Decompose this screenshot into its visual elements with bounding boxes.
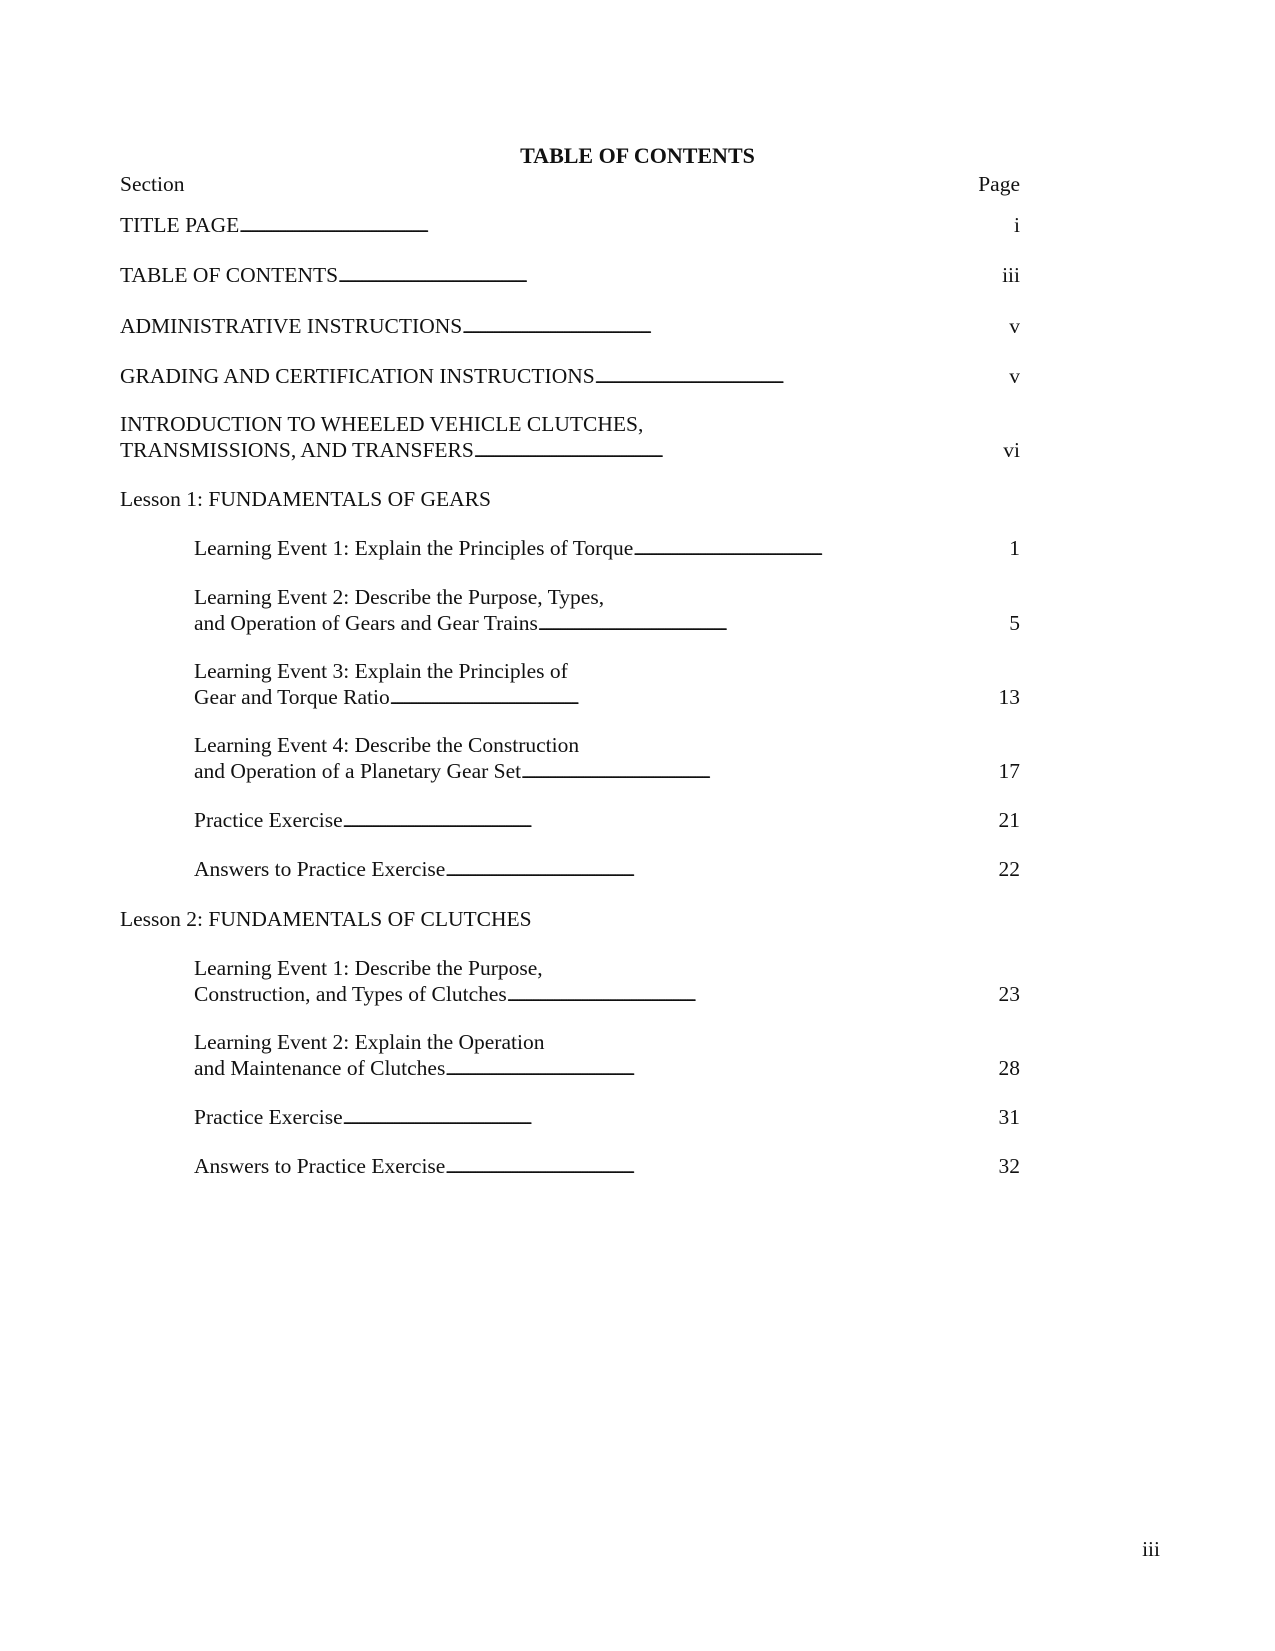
leader-dots xyxy=(462,313,932,342)
toc-entry-label: Answers to Practice Exercise xyxy=(194,1154,446,1178)
lesson-1-heading: Lesson 1: FUNDAMENTALS OF GEARS xyxy=(120,487,491,511)
toc-entry-grading-certification[interactable] xyxy=(120,363,1020,392)
toc-entry-page: 22 xyxy=(998,857,1020,881)
toc-entry-page: 31 xyxy=(998,1105,1020,1129)
toc-entry-first-line: Learning Event 2: Describe the Purpose, Types, xyxy=(194,585,605,609)
leader-dots xyxy=(445,856,932,885)
toc-entry-label: Practice Exercise xyxy=(194,808,343,832)
toc-entry-page: 28 xyxy=(998,1056,1020,1080)
toc-entry-label: TRANSMISSIONS, AND TRANSFERS xyxy=(120,438,474,462)
toc-entry-first-line: Learning Event 1: Describe the Purpose, xyxy=(194,956,543,980)
toc-entry-page: i xyxy=(1014,213,1020,237)
toc-entry-page: v xyxy=(1009,314,1020,338)
toc-entry-first-line: Learning Event 4: Describe the Construction xyxy=(194,733,580,757)
toc-entry-label: and Maintenance of Clutches xyxy=(194,1056,446,1080)
section-column-header: Section xyxy=(120,172,185,196)
lesson-2-answers[interactable] xyxy=(194,1153,1020,1182)
toc-entry-title-page[interactable] xyxy=(120,212,1020,241)
toc-entry-label: Learning Event 1: Explain the Principles of Torque xyxy=(194,536,634,560)
lesson-2-learning-event-2[interactable] xyxy=(194,1029,1020,1084)
toc-entry-label: Practice Exercise xyxy=(194,1105,343,1129)
lesson-1-learning-event-2[interactable] xyxy=(194,584,1020,639)
toc-entry-label: and Operation of a Planetary Gear Set xyxy=(194,759,522,783)
leader-dots xyxy=(521,758,932,787)
lesson-2-practice-exercise[interactable] xyxy=(194,1104,1020,1133)
toc-entry-table-of-contents[interactable] xyxy=(120,262,1020,291)
toc-entry-page: v xyxy=(1009,364,1020,388)
leader-dots xyxy=(633,535,932,564)
toc-entry-page: 13 xyxy=(998,685,1020,709)
leader-dots xyxy=(338,262,932,291)
toc-entry-first-line: Learning Event 2: Explain the Operation xyxy=(194,1030,545,1054)
toc-entry-page: vi xyxy=(1003,438,1020,462)
lesson-1-learning-event-1[interactable] xyxy=(194,535,1020,564)
page-column-header: Page xyxy=(978,172,1020,196)
leader-dots xyxy=(239,212,932,241)
toc-entry-page: iii xyxy=(1002,263,1020,287)
toc-entry-label: Gear and Torque Ratio xyxy=(194,685,390,709)
toc-entry-label: ADMINISTRATIVE INSTRUCTIONS xyxy=(120,314,463,338)
toc-entry-page: 32 xyxy=(998,1154,1020,1178)
toc-entry-page: 23 xyxy=(998,982,1020,1006)
toc-entry-label: TITLE PAGE xyxy=(120,213,240,237)
toc-entry-label: Answers to Practice Exercise xyxy=(194,857,446,881)
toc-entry-label: TABLE OF CONTENTS xyxy=(120,263,339,287)
toc-entry-page: 17 xyxy=(998,759,1020,783)
toc-entry-page: 5 xyxy=(1009,611,1020,635)
leader-dots xyxy=(507,981,932,1010)
toc-entry-label: Construction, and Types of Clutches xyxy=(194,982,507,1006)
toc-entry-first-line: Learning Event 3: Explain the Principles of xyxy=(194,659,568,683)
lesson-1-learning-event-3[interactable] xyxy=(194,658,1020,713)
toc-entry-first-line: INTRODUCTION TO WHEELED VEHICLE CLUTCHES, xyxy=(120,412,644,436)
lesson-1-learning-event-4[interactable] xyxy=(194,732,1020,787)
leader-dots xyxy=(538,610,932,639)
toc-entry-page: 1 xyxy=(1009,536,1020,560)
lesson-2-learning-event-1[interactable] xyxy=(194,955,1020,1010)
leader-dots xyxy=(595,363,932,392)
leader-dots xyxy=(474,437,932,466)
page-number: iii xyxy=(1142,1537,1160,1561)
leader-dots xyxy=(343,1104,932,1133)
lesson-1-practice-exercise[interactable] xyxy=(194,807,1020,836)
toc-title: TABLE OF CONTENTS xyxy=(520,143,755,168)
leader-dots xyxy=(445,1055,932,1084)
toc-entry-administrative-instructions[interactable] xyxy=(120,313,1020,342)
toc-entry-label: and Operation of Gears and Gear Trains xyxy=(194,611,538,635)
lesson-1-answers[interactable] xyxy=(194,856,1020,885)
lesson-2-heading: Lesson 2: FUNDAMENTALS OF CLUTCHES xyxy=(120,907,532,931)
toc-entry-page: 21 xyxy=(998,808,1020,832)
leader-dots xyxy=(343,807,932,836)
toc-entry-introduction[interactable] xyxy=(120,411,1020,466)
toc-entry-label: GRADING AND CERTIFICATION INSTRUCTIONS xyxy=(120,364,595,388)
leader-dots xyxy=(390,684,932,713)
leader-dots xyxy=(445,1153,932,1182)
